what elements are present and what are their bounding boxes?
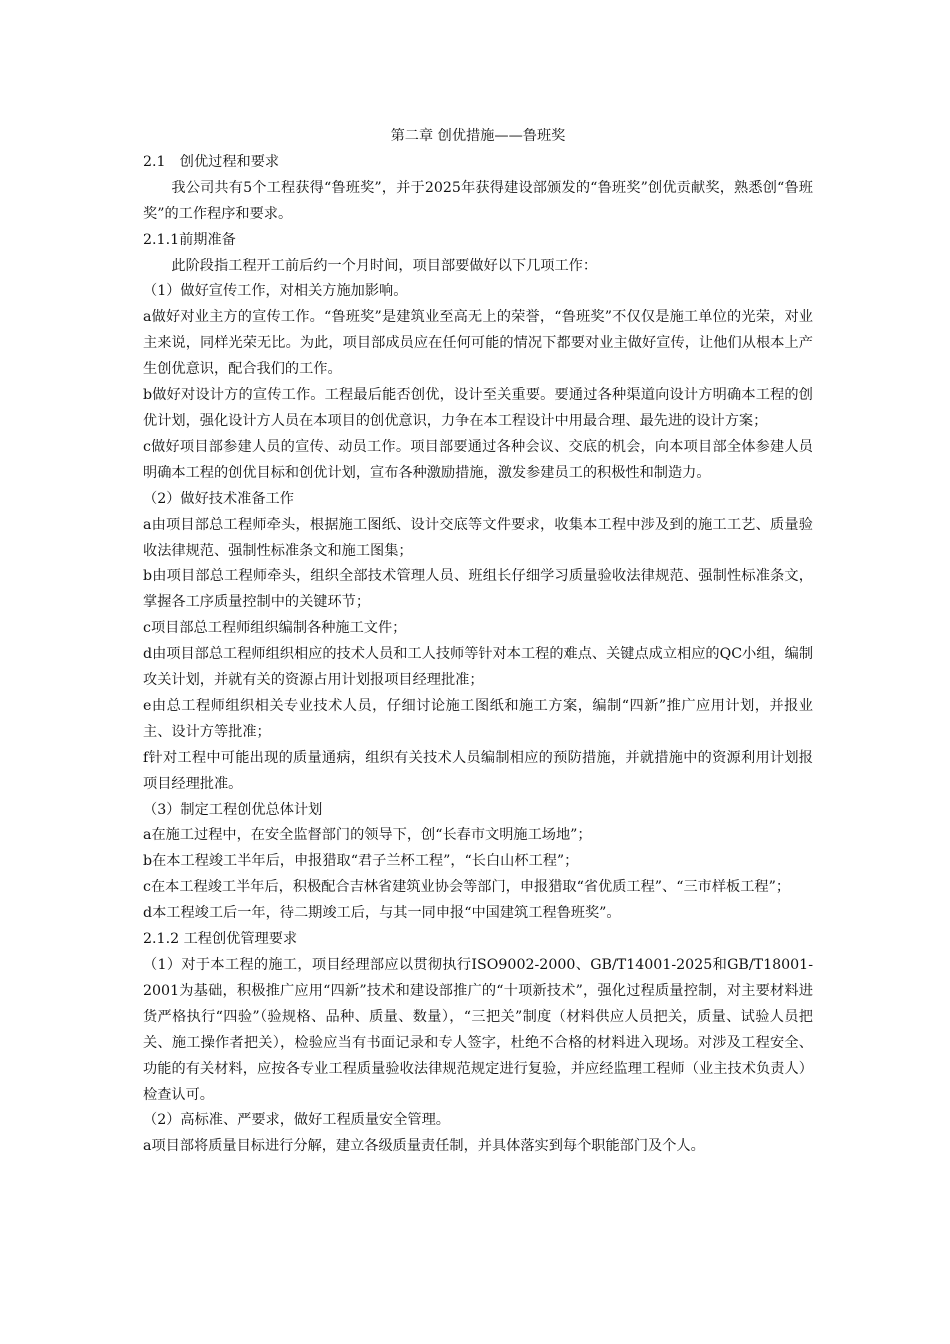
document-page xyxy=(143,124,813,1160)
paragraph: b由项目部总工程师牵头，组织全部技术管理人员、班组长仔细学习质量验收法律规范、强制性标准条文，掌握各工序质量控制中的关键环节； xyxy=(143,568,813,611)
paragraph: （2）高标准、严要求，做好工程质量安全管理。 xyxy=(143,1112,450,1129)
section-heading: 2.1 创优过程和要求 xyxy=(143,153,280,170)
paragraph: 我公司共有5个工程获得“鲁班奖”，并于2025年获得建设部颁发的“鲁班奖”创优贡献奖，熟悉创“鲁班奖”的工作程序和要求。 xyxy=(143,179,813,222)
paragraph: （1）对于本工程的施工，项目经理部应以贯彻执行ISO9002-2000、GB/T14001-2025和GB/T18001-2001为基础，积极推广应用“四新”技术和建设部推广的“十项新技术”，强化过程质量控制，对主要材料进货严格执行“四验”（验规格、品种、质量、数量），“三把关”制度（材料供应人员把关，质量、试验人员把关、施工操作者把关），检验应当有书面记录和专人签字，杜绝不合格的材料进入现场。对涉及工程安全、功能的有关材料，应按各专业工程质量验收法律规范规定进行复验，并应经监理工程师（业主技术负责人）检查认可。 xyxy=(143,957,813,1103)
paragraph: d由项目部总工程师组织相应的技术人员和工人技师等针对本工程的难点、关键点成立相应的QC小组，编制攻关计划，并就有关的资源占用计划报项目经理批准； xyxy=(143,646,814,689)
paragraph: c在本工程竣工半年后，积极配合吉林省建筑业协会等部门，申报猎取“省优质工程”、“三市样板工程”； xyxy=(143,879,791,896)
chapter-title: 第二章 创优措施——鲁班奖 xyxy=(390,128,566,144)
paragraph: a由项目部总工程师牵头，根据施工图纸、设计交底等文件要求，收集本工程中涉及到的施工工艺、质量验收法律规范、强制性标准条文和施工图集； xyxy=(143,516,813,559)
section-heading: 2.1.1前期准备 xyxy=(143,231,236,248)
paragraph: e由总工程师组织相关专业技术人员，仔细讨论施工图纸和施工方案，编制“四新”推广应用计划，并报业主、设计方等批准； xyxy=(143,697,813,740)
paragraph: （2）做好技术准备工作 xyxy=(143,490,294,507)
paragraph: a做好对业主方的宣传工作。“鲁班奖”是建筑业至高无上的荣誉，“鲁班奖”不仅仅是施工单位的光荣，对业主来说，同样光荣无比。为此，项目部成员应在任何可能的情况下都要对业主做好宣传，让他们从根本上产生创优意识，配合我们的工作。 xyxy=(143,309,813,378)
paragraph: b在本工程竣工半年后，申报猎取“君子兰杯工程”，“长白山杯工程”； xyxy=(143,853,579,870)
paragraph: c项目部总工程师组织编制各种施工文件； xyxy=(143,620,407,637)
document-body xyxy=(143,150,813,1160)
paragraph: a项目部将质量目标进行分解，建立各级质量责任制，并具体落实到每个职能部门及个人。 xyxy=(143,1138,705,1155)
section-heading: 2.1.2 工程创优管理要求 xyxy=(143,931,298,948)
paragraph: c做好项目部参建人员的宣传、动员工作。项目部要通过各种会议、交底的机会，向本项目部全体参建人员明确本工程的创优目标和创优计划，宣布各种激励措施，激发参建员工的积极性和制造力。 xyxy=(143,438,813,481)
paragraph: （3）制定工程创优总体计划 xyxy=(143,801,323,818)
paragraph: b做好对设计方的宣传工作。工程最后能否创优，设计至关重要。要通过各种渠道向设计方明确本工程的创优计划，强化设计方人员在本项目的创优意识，力争在本工程设计中用最合理、最先进的设计方案； xyxy=(143,387,813,429)
paragraph: （1）做好宣传工作，对相关方施加影响。 xyxy=(143,283,408,300)
paragraph: 此阶段指工程开工前后约一个月时间，项目部要做好以下几项工作： xyxy=(171,257,598,274)
paragraph: d本工程竣工后一年，待二期竣工后，与其一同申报“中国建筑工程鲁班奖”。 xyxy=(143,905,621,922)
paragraph: a在施工过程中，在安全监督部门的领导下，创“长春市文明施工场地”； xyxy=(143,827,592,844)
paragraph: f针对工程中可能出现的质量通病，组织有关技术人员编制相应的预防措施，并就措施中的资源利用计划报项目经理批准。 xyxy=(143,749,813,792)
